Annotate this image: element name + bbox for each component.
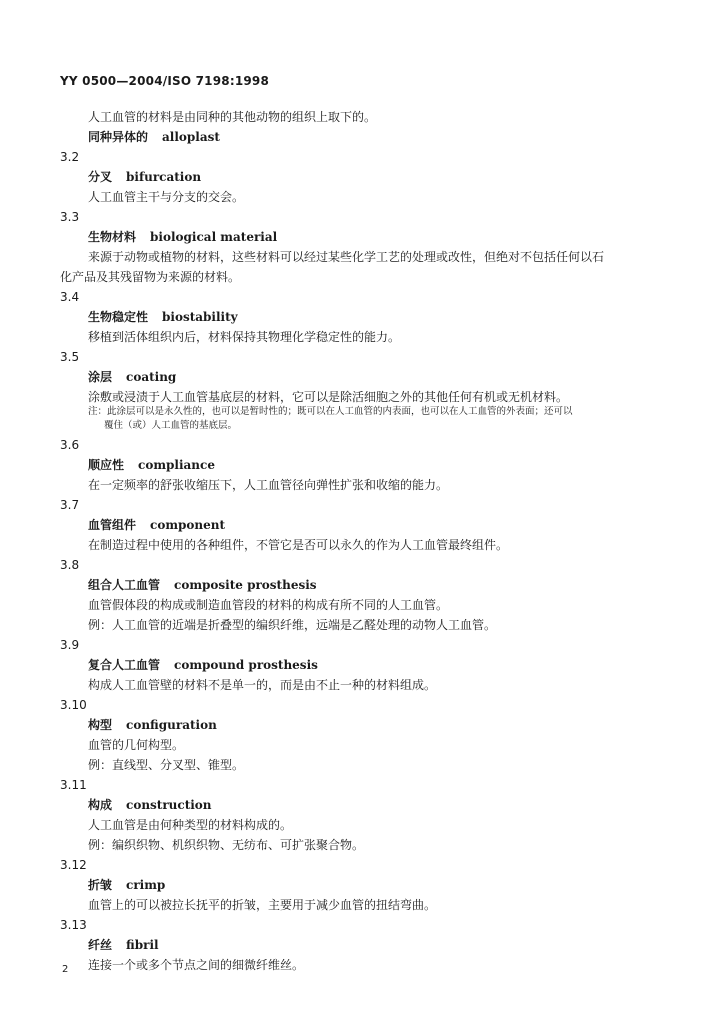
- term-heading: [88, 230, 277, 244]
- intro-text: 人工血管的材料是由同种的其他动物的组织上取下的。: [88, 110, 377, 124]
- definition-text: 血管的几何构型。: [88, 738, 185, 752]
- term-heading: [88, 170, 201, 184]
- term-cn: 血管组件: [88, 518, 137, 532]
- definition-text: 在一定频率的舒张收缩压下，人工血管径向弹性扩张和收缩的能力。: [88, 478, 449, 492]
- definition-text: 人工血管是由何种类型的材料构成的。: [88, 818, 293, 832]
- clause-number: 3.7: [60, 498, 80, 512]
- definition-text: 涂敷或浸渍于人工血管基底层的材料，它可以是除活细胞之外的其他任何有机或无机材料。: [88, 390, 569, 404]
- term-cn: 同种异体的: [88, 130, 149, 144]
- definition-text: 血管假体段的构成或制造血管段的材料的构成有所不同的人工血管。: [88, 598, 449, 612]
- clause-number: 3.3: [60, 210, 80, 224]
- clause-number: 3.4: [60, 290, 80, 304]
- document-header: YY 0500—2004/ISO 7198:1998: [60, 74, 270, 88]
- definition-text: 例：直线型、分叉型、锥型。: [88, 758, 245, 772]
- page-number: 2: [62, 964, 69, 975]
- term-en: component: [150, 518, 226, 532]
- term-cn: 生物材料: [88, 230, 137, 244]
- term-heading: [88, 798, 212, 812]
- term-en: coating: [126, 370, 177, 384]
- term-en: configuration: [126, 718, 217, 732]
- definition-text: 来源于动物或植物的材料，这些材料可以经过某些化学工艺的处理或改性，但绝对不包括任何以石: [88, 250, 605, 264]
- term-heading: [88, 878, 165, 892]
- clause-number: 3.8: [60, 558, 80, 572]
- term-heading: [88, 370, 176, 384]
- term-cn: 复合人工血管: [88, 658, 161, 672]
- definition-text: 在制造过程中使用的各种组件，不管它是否可以永久的作为人工血管最终组件。: [88, 538, 509, 552]
- term-cn: 纤丝: [88, 938, 113, 952]
- term-en: compound prosthesis: [174, 658, 318, 672]
- clause-number: 3.10: [60, 698, 87, 712]
- definition-text: 连接一个或多个节点之间的细微纤维丝。: [88, 958, 305, 972]
- definition-text: 例：编织织物、机织织物、无纺布、可扩张聚合物。: [88, 838, 365, 852]
- note-text: 注：此涂层可以是永久性的，也可以是暂时性的；既可以在人工血管的内表面，也可以在人工血管的外表面；还可以: [88, 406, 573, 417]
- clause-number: 3.12: [60, 858, 87, 872]
- term-en: compliance: [138, 458, 215, 472]
- definition-text: 血管上的可以被拉长抚平的折皱，主要用于减少血管的扭结弯曲。: [88, 898, 437, 912]
- definition-text: 移植到活体组织内后，材料保持其物理化学稳定性的能力。: [88, 330, 401, 344]
- term-en: crimp: [126, 878, 166, 892]
- term-cn: 组合人工血管: [88, 578, 161, 592]
- term-heading: [88, 458, 215, 472]
- term-cn: 折皱: [88, 878, 113, 892]
- term-en: biological material: [150, 230, 278, 244]
- term-en: construction: [126, 798, 212, 812]
- definition-text: 化产品及其残留物为来源的材料。: [60, 270, 241, 284]
- term-heading: [88, 578, 317, 592]
- term-heading: [88, 938, 159, 952]
- term-en: composite prosthesis: [174, 578, 317, 592]
- note-text: 覆住（或）人工血管的基底层。: [104, 420, 238, 431]
- term-heading: [88, 718, 217, 732]
- term-cn: 涂层: [88, 370, 113, 384]
- term-alloplast: [88, 130, 220, 144]
- term-en: bifurcation: [126, 170, 202, 184]
- clause-number: 3.13: [60, 918, 87, 932]
- term-heading: [88, 518, 225, 532]
- term-cn: 分叉: [88, 170, 113, 184]
- clause-number: 3.5: [60, 350, 80, 364]
- definition-text: 例：人工血管的近端是折叠型的编织纤维，远端是乙醛处理的动物人工血管。: [88, 618, 497, 632]
- term-en: alloplast: [162, 130, 220, 144]
- clause-number: 3.11: [60, 778, 87, 792]
- clause-number: 3.6: [60, 438, 80, 452]
- term-heading: [88, 310, 238, 324]
- term-heading: [88, 658, 318, 672]
- definition-text: 人工血管主干与分支的交会。: [88, 190, 245, 204]
- term-cn: 构成: [88, 798, 113, 812]
- definition-text: 构成人工血管壁的材料不是单一的，而是由不止一种的材料组成。: [88, 678, 437, 692]
- term-cn: 顺应性: [88, 458, 125, 472]
- clause-number: 3.2: [60, 150, 80, 164]
- clause-number: 3.9: [60, 638, 80, 652]
- term-cn: 生物稳定性: [88, 310, 149, 324]
- term-cn: 构型: [88, 718, 113, 732]
- term-en: fibril: [126, 938, 159, 952]
- term-en: biostability: [162, 310, 238, 324]
